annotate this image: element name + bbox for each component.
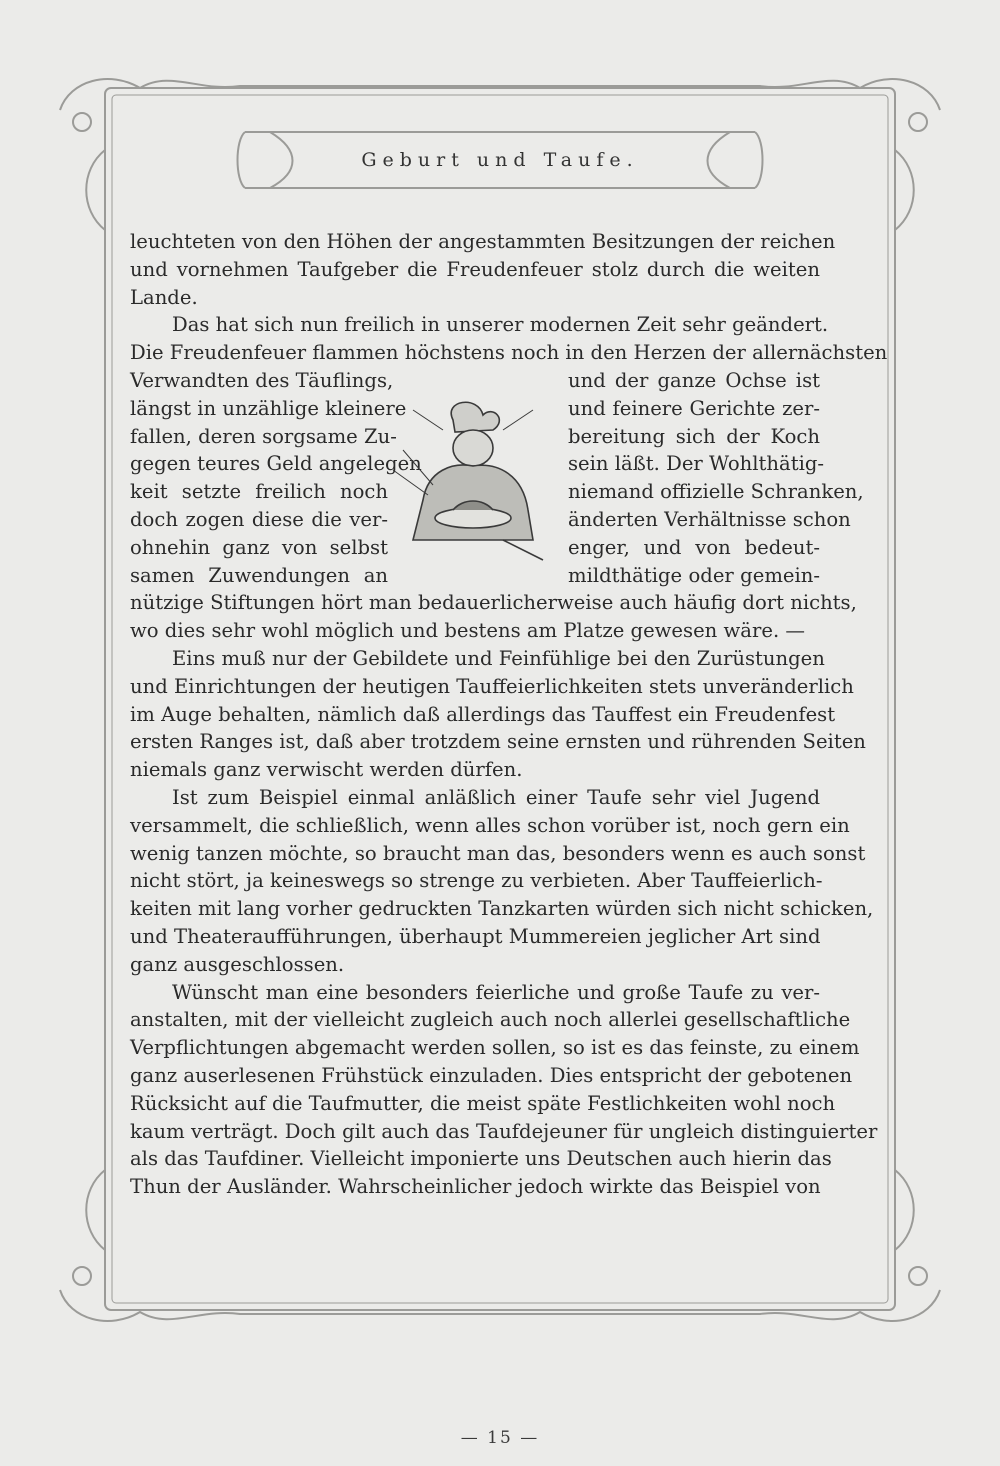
text-line-right: enger, und von bedeut-: [568, 535, 820, 559]
text-line: niemals ganz verwischt werden dürfen.: [130, 758, 523, 782]
running-head: [250, 132, 750, 188]
text-line-right: sein läßt. Der Wohlthätig-: [568, 452, 825, 476]
text-line-right: änderten Verhältnisse schon: [568, 507, 851, 531]
text-line-left: Verwandten des Täuflings,: [130, 368, 394, 392]
text-line: Das hat sich nun freilich in unserer modernen Zeit sehr geändert.: [172, 313, 829, 337]
text-line: Lande.: [130, 285, 198, 309]
text-line: leuchteten von den Höhen der angestammten Besitzungen der reichen: [130, 230, 836, 253]
body-text: [130, 228, 888, 1201]
text-line: Eins muß nur der Gebildete und Feinfühlige bei den Zurüstungen: [172, 646, 825, 670]
page-number: — 15 —: [460, 1428, 540, 1448]
text-line-left: samen Zuwendungen an: [130, 563, 388, 587]
cook-illustration: [383, 390, 553, 574]
text-line: und vornehmen Taufgeber die Freudenfeuer stolz durch die weiten: [130, 257, 820, 281]
text-line: nützige Stiftungen hört man bedauerlicherweise auch häufig dort nichts,: [130, 591, 857, 615]
text-line-right: niemand offizielle Schranken,: [568, 480, 864, 504]
text-line: kaum verträgt. Doch gilt auch das Taufdejeuner für ungleich distinguierter: [130, 1119, 878, 1143]
text-line-left: doch zogen diese die ver-: [130, 507, 388, 531]
text-line-right: und feinere Gerichte zer-: [568, 396, 820, 420]
text-line-left: längst in unzählige kleinere: [130, 396, 407, 420]
text-line: versammelt, die schließlich, wenn alles schon vorüber ist, noch gern ein: [130, 813, 850, 837]
text-line-right: bereitung sich der Koch: [568, 424, 820, 448]
text-line: wenig tanzen möchte, so braucht man das, besonders wenn es auch sonst: [130, 841, 866, 865]
text-line: ersten Ranges ist, daß aber trotzdem seine ernsten und rührenden Seiten: [130, 730, 866, 754]
text-line: Ist zum Beispiel einmal anläßlich einer Taufe sehr viel Jugend: [172, 785, 820, 809]
text-line: Rücksicht auf die Taufmutter, die meist späte Festlichkeiten wohl noch: [130, 1091, 836, 1115]
text-line: keiten mit lang vorher gedruckten Tanzkarten würden sich nicht schicken,: [130, 897, 874, 921]
text-line-left: keit setzte freilich noch: [130, 480, 388, 504]
text-line: ganz ausgeschlossen.: [130, 952, 345, 976]
text-line: ganz auserlesenen Frühstück einzuladen. Dies entspricht der gebotenen: [130, 1063, 853, 1087]
text-line-left: gegen teures Geld angelegen: [130, 452, 422, 476]
text-line: anstalten, mit der vielleicht zugleich auch noch allerlei gesellschaftliche: [130, 1008, 851, 1032]
text-line: im Auge behalten, nämlich daß allerdings das Tauffest ein Freudenfest: [130, 702, 836, 726]
text-line: Verpflichtungen abgemacht werden sollen, so ist es das feinste, zu einem: [130, 1036, 860, 1060]
text-line-right: und der ganze Ochse ist: [568, 368, 820, 392]
text-line-left: ohnehin ganz von selbst: [130, 535, 388, 559]
text-line: als das Taufdiner. Vielleicht imponierte uns Deutschen auch hierin das: [130, 1147, 832, 1171]
text-line: und Einrichtungen der heutigen Tauffeierlichkeiten stets unveränderlich: [130, 674, 854, 698]
running-title: Geburt und Taufe.: [361, 149, 639, 171]
text-line-left: fallen, deren sorgsame Zu-: [130, 424, 397, 448]
text-line: Die Freudenfeuer flammen höchstens noch in den Herzen der allernächsten: [130, 341, 888, 365]
text-line: Wünscht man eine besonders feierliche und große Taufe zu ver-: [172, 980, 820, 1004]
text-line: wo dies sehr wohl möglich und bestens am Platze gewesen wäre. —: [130, 619, 805, 643]
text-line: und Theateraufführungen, überhaupt Mummereien jeglicher Art sind: [130, 924, 821, 948]
text-line-right: mildthätige oder gemein-: [568, 563, 820, 587]
text-line: nicht stört, ja keineswegs so strenge zu verbieten. Aber Tauffeierlich-: [130, 869, 823, 893]
text-line: Thun der Ausländer. Wahrscheinlicher jedoch wirkte das Beispiel von: [130, 1175, 821, 1199]
